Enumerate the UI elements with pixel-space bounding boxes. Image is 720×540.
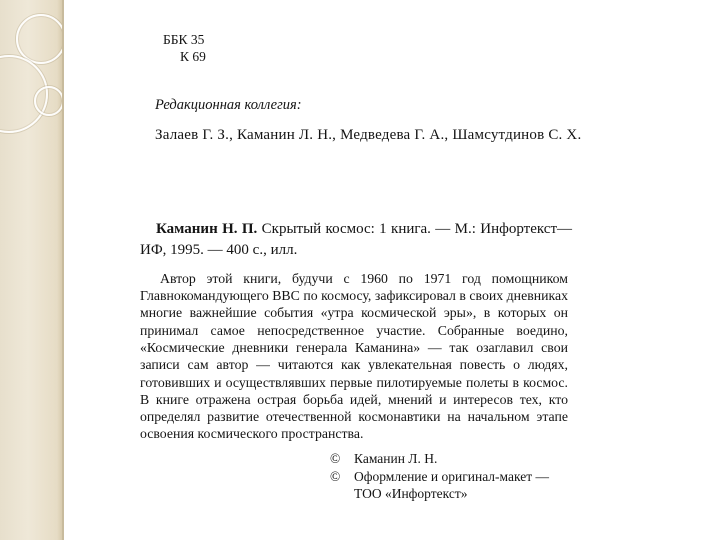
copyright-row — [330, 450, 568, 467]
copyright-symbol: © — [330, 469, 341, 484]
editorial-board-heading: Редакционная коллегия: — [155, 97, 302, 113]
bbk-classification-block — [163, 31, 206, 65]
copyright-row — [330, 468, 568, 502]
copyright-symbol: © — [330, 451, 341, 466]
copyright-holder: Оформление и оригинал-макет — ТОО «Инфортекст» — [354, 469, 549, 501]
bibliographic-author: Каманин Н. П. — [156, 221, 258, 237]
annotation-paragraph: Автор этой книги, будучи с 1960 по 1971 год помощником Главнокомандующего ВВС по космосу, зафиксировал в своих дневниках многие важнейшие события «утра космической эры», в которых он принимал самое непосредственное участие. Собранные воедино, «Космические дневники генерала Каманина» — так озаглавил свои записи сам автор — читаются как увлекательная повесть о людях, готовивших и осуществлявших первые пилотируемые полеты в космос. В книге отражена острая борьба идей, мнений и интересов тех, кто определял развитие отечественной космонавтики на начальном этапе освоения космического пространства. — [140, 270, 568, 442]
editorial-board-names: Залаев Г. З., Каманин Л. Н., Медведева Г. А., Шамсутдинов С. Х. — [155, 127, 582, 143]
bibliographic-entry — [140, 219, 572, 261]
copyright-holder: Каманин Л. Н. — [354, 451, 438, 466]
bbk-code: ББК 35 — [163, 32, 205, 47]
copyright-block — [330, 450, 568, 503]
bibliographic-details: Скрытый космос: 1 книга. — М.: Инфортекст—ИФ, 1995. — 400 с., илл. — [140, 221, 572, 258]
bbk-author-sign: К 69 — [180, 49, 206, 64]
